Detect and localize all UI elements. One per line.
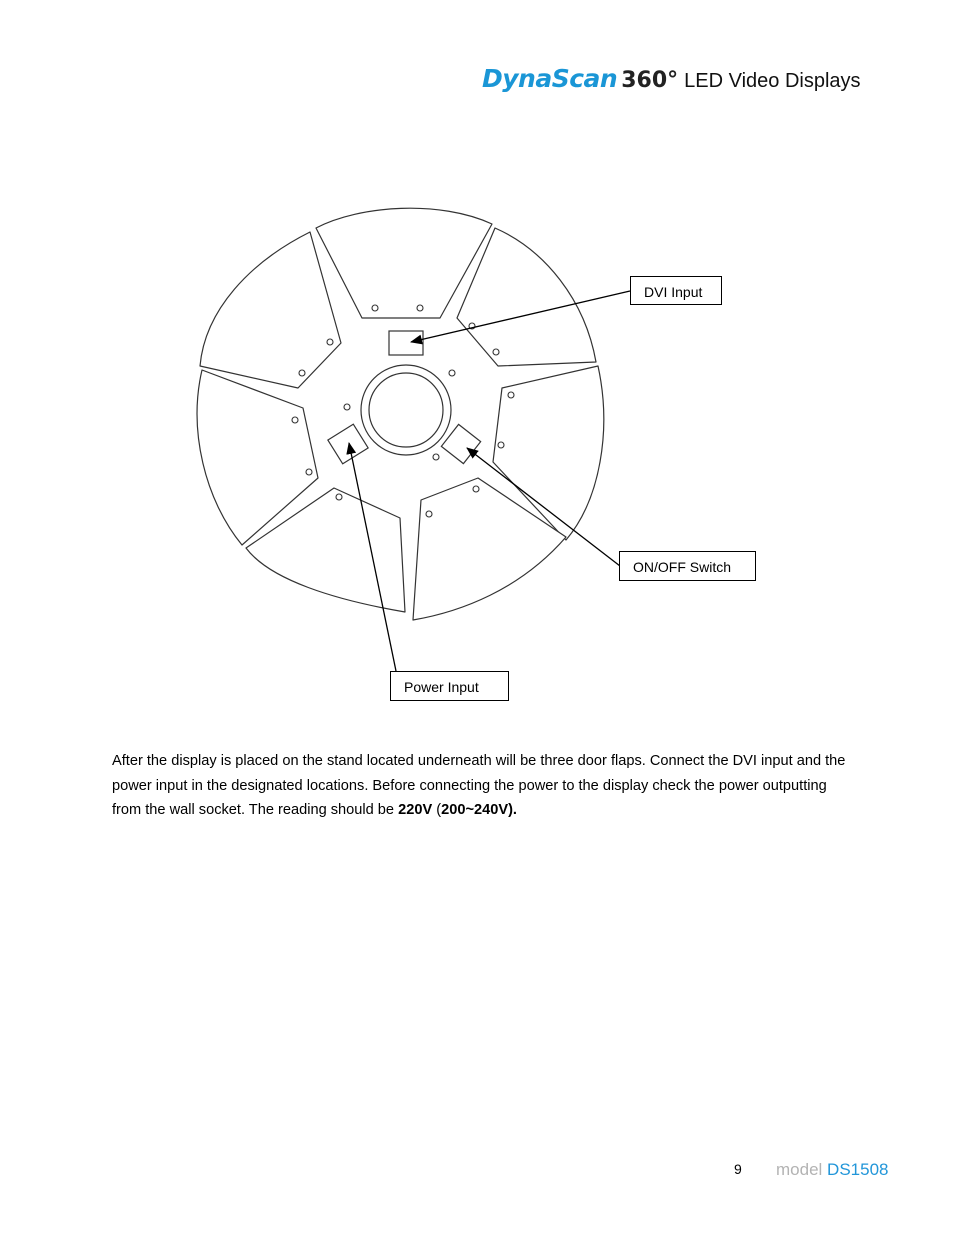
- brand-name: DynaScan: [482, 64, 618, 93]
- mounting-hole: [426, 511, 432, 517]
- mounting-hole: [306, 469, 312, 475]
- voltage-value: 220V: [398, 802, 433, 818]
- mounting-hole: [473, 486, 479, 492]
- instructions-text: After the display is placed on the stand located underneath will be three door flaps. Connect the DVI input and the power input in the designated locations. Before connecting the power to the display check the power outputting from the wall socket. The reading should be: [112, 753, 846, 818]
- on-off-switch-label: ON/OFF Switch: [633, 559, 732, 575]
- brand-360: 360°: [621, 68, 679, 93]
- flap-upper-left: [200, 232, 341, 388]
- page-number: 9: [734, 1161, 742, 1177]
- mounting-hole: [417, 305, 423, 311]
- mounting-hole: [299, 370, 305, 376]
- power-input-callout: [390, 671, 509, 701]
- mounting-hole: [292, 417, 298, 423]
- dvi-port: [389, 331, 423, 355]
- center-ring-inner: [369, 373, 443, 447]
- mounting-hole: [344, 404, 350, 410]
- brand-tagline: LED Video Displays: [684, 70, 861, 92]
- mounting-hole: [493, 349, 499, 355]
- on-off-switch-callout: [619, 551, 756, 581]
- mounting-hole: [508, 392, 514, 398]
- open-paren: (: [432, 802, 442, 818]
- dvi-input-callout: [630, 276, 722, 305]
- mounting-hole: [372, 305, 378, 311]
- model-name: DS1508: [827, 1160, 889, 1179]
- instructions-paragraph: [112, 749, 852, 823]
- footer-model: [776, 1160, 888, 1180]
- voltage-range: 200~240V).: [441, 802, 517, 818]
- mounting-hole: [498, 442, 504, 448]
- model-prefix: model: [776, 1160, 823, 1179]
- dvi-input-label: DVI Input: [644, 284, 703, 300]
- mounting-hole: [433, 454, 439, 460]
- mounting-hole: [336, 494, 342, 500]
- switch-port: [441, 424, 480, 463]
- mounting-hole: [449, 370, 455, 376]
- power-port: [328, 424, 368, 464]
- mounting-hole: [327, 339, 333, 345]
- power-input-label: Power Input: [404, 679, 479, 695]
